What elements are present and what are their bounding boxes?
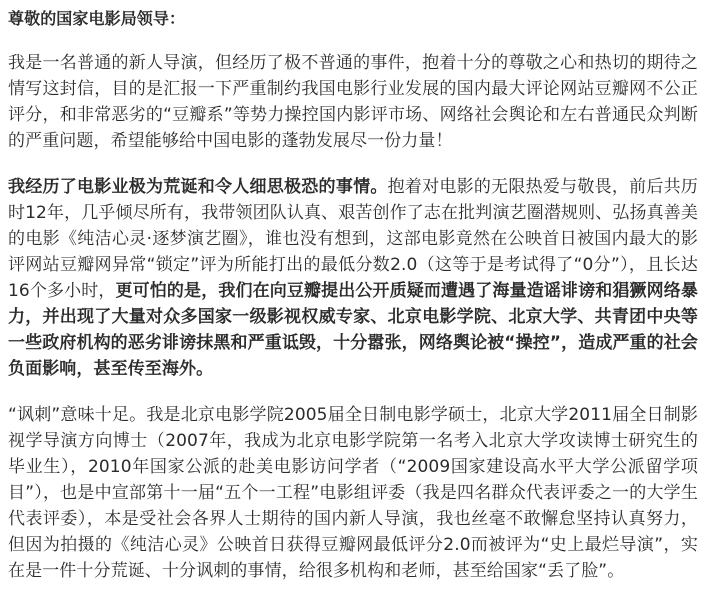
letter-paragraph-intro: 我是一名普通的新人导演，但经历了极不普通的事件，抱着十分的尊敬之心和热切的期待之情写这封信，目的是汇报一下严重制约我国电影行业发展的国内最大评论网站豆瓣网不公正评分，和非常恶劣的“豆瓣系”等势力操控国内影评市场、网络社会舆论和左右普通民众判断的严重问题，希望能够给中国电影的蓬勃发展尽一份力量！ <box>8 53 698 151</box>
letter-paragraph-irony: “讽刺”意味十足。我是北京电影学院2005届全日制电影学硕士，北京大学2011届全日制影视学导演方向博士（2007年，我成为北京电影学院第一名考入北京大学攻读博士研究生的毕业生），2010年国家公派的赴美电影访问学者（“2009国家建设高水平大学公派留学项目”），也是中宣部第十一届“五个一工程”电影组评委（我是四名群众代表评委之一的大学生代表评委），本是受社会各界人士期待的国内新人导演，我也丝毫不敢懈怠坚持认真努力，但因为拍摄的《纯洁心灵》公映首日获得豆瓣网最低评分2.0而被评为“史上最烂导演”，实在是一件十分荒诞、十分讽刺的事情，给很多机构和老师，甚至给国家“丢了脸”。 <box>8 405 698 581</box>
letter-salutation: 尊敬的国家电影局领导： <box>8 9 186 28</box>
experience-tail-bold: 更可怕的是，我们在向豆瓣提出公开质疑而遭遇了海量造谣诽谤和猖獗网络暴力，并出现了大量对众多国家一级影视权威专家、北京电影学院、北京大学、共青团中央等一些政府机构的恶劣诽谤抹黑和严重诋毁，十分嚣张，网络舆论被“操控”，造成严重的社会负面影响，甚至传至海外。 <box>8 281 698 379</box>
experience-body: 抱着对电影的无限热爱与敬畏，前后共历时12年，几乎倾尽所有，我带领团队认真、艰苦创作了志在批判演艺圈潜规则、弘扬真善美的电影《纯洁心灵·逐梦演艺圈》，谁也没有想到，这部电影竟然在公映首日被国内最大的影评网站豆瓣网异常“锁定”评为所能打出的最低分数2.0（这等于是考试得了“0分”），且长达16个多小时， <box>8 177 698 301</box>
letter-paragraph-experience <box>8 174 698 382</box>
experience-lead-bold: 我经历了电影业极为荒诞和令人细思极恐的事情。 <box>8 177 388 197</box>
letter-document <box>8 0 698 604</box>
